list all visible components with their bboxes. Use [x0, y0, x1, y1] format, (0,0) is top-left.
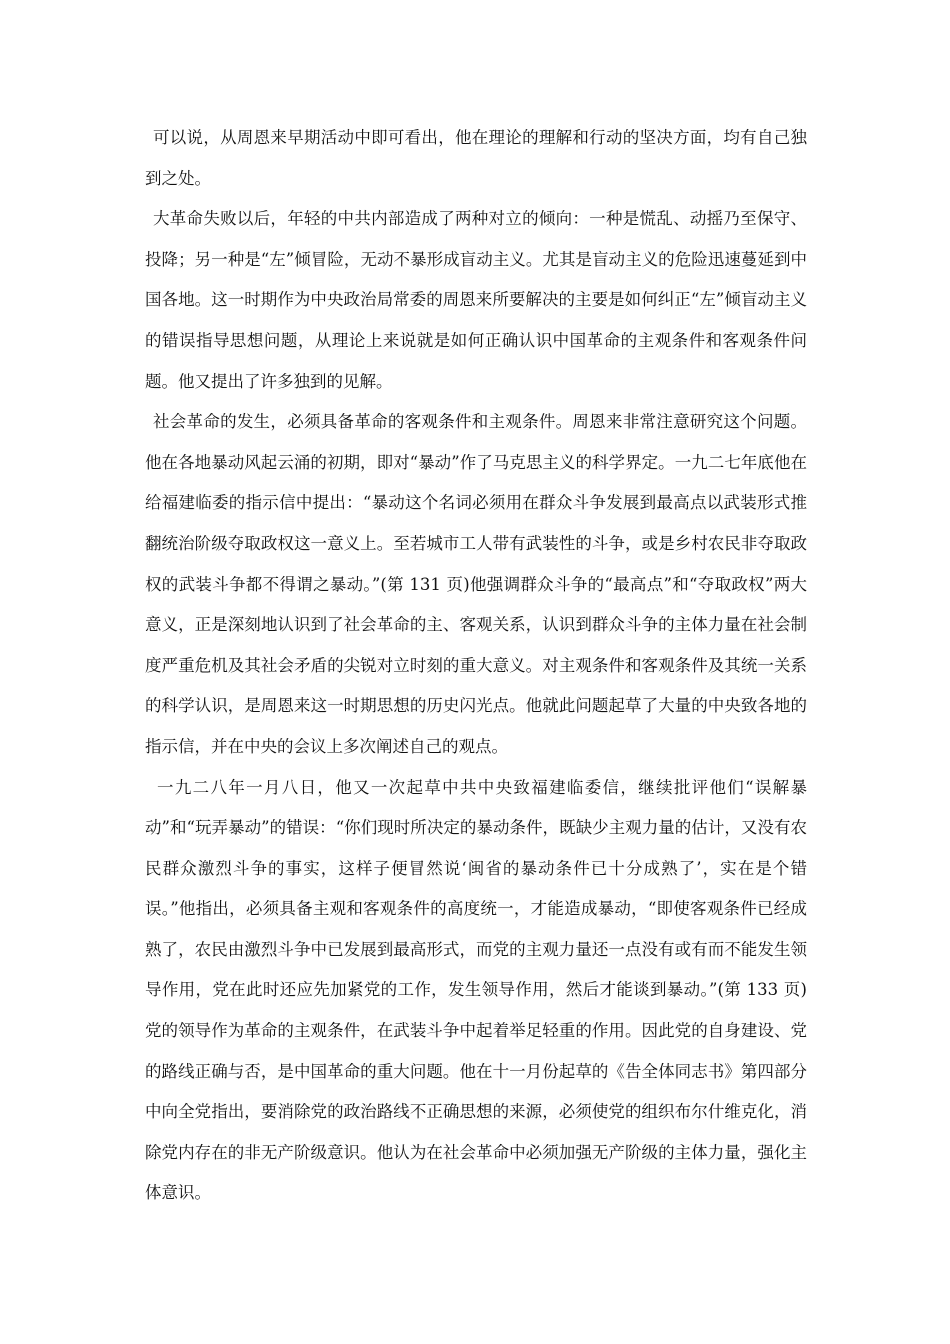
paragraph-2: 大革命失败以后，年轻的中共内部造成了两种对立的倾向：一种是慌乱、动摇乃至保守、投降；另一种是“左”倾冒险，无动不暴形成盲动主义。尤其是盲动主义的危险迅速蔓延到中国各地。这一时期作为中央政治局常委的周恩来所要解决的主要是如何纠正“左”倾盲动主义的错误指导思想问题，从理论上来说就是如何正确认识中国革命的主观条件和客观条件问题。他又提出了许多独到的见解。 — [145, 209, 807, 391]
paragraph-4: 一九二八年一月八日，他又一次起草中共中央致福建临委信，继续批评他们“误解暴动”和“玩弄暴动”的错误：“你们现时所决定的暴动条件，既缺少主观力量的估计，又没有农民群众激烈斗争的事实，这样子便冒然说‘闽省的暴动条件已十分成熟了’，实在是个错误。”他指出，必须具备主观和客观条件的高度统一，才能造成暴动，“即使客观条件已经成熟了，农民由激烈斗争中已发展到最高形式，而党的主观力量还一点没有或有而不能发生领导作用，党在此时还应先加紧党的工作，发生领导作用，然后才能谈到暴动。”(第 133 页)党的领导作为革命的主观条件，在武装斗争中起着举足轻重的作用。因此党的自身建设、党的路线正确与否，是中国革命的重大问题。他在十一月份起草的《告全体同志书》第四部分中向全党指出，要消除党的政治路线不正确思想的来源，必须使党的组织布尔什维克化，消除党内存在的非无产阶级意识。他认为在社会革命中必须加强无产阶级的主体力量，强化主体意识。 — [145, 777, 807, 1203]
paragraph-3: 社会革命的发生，必须具备革命的客观条件和主观条件。周恩来非常注意研究这个问题。他在各地暴动风起云涌的初期，即对“暴动”作了马克思主义的科学界定。一九二七年底他在给福建临委的指示信中提出：“暴动这个名词必须用在群众斗争发展到最高点以武装形式推翻统治阶级夺取政权这一意义上。至若城市工人带有武装性的斗争，或是乡村农民非夺取政权的武装斗争都不得谓之暴动。”(第 131 页)他强调群众斗争的“最高点”和“夺取政权”两大意义，正是深刻地认识到了社会革命的主、客观关系，认识到群众斗争的主体力量在社会制度严重危机及其社会矛盾的尖锐对立时刻的重大意义。对主观条件和客观条件及其统一关系的科学认识，是周恩来这一时期思想的历史闪光点。他就此问题起草了大量的中央致各地的指示信，并在中央的会议上多次阐述自己的观点。 — [145, 412, 807, 756]
document-body — [145, 118, 807, 1214]
paragraph-1: 可以说，从周恩来早期活动中即可看出，他在理论的理解和行动的坚决方面，均有自己独到之处。 — [145, 128, 807, 188]
